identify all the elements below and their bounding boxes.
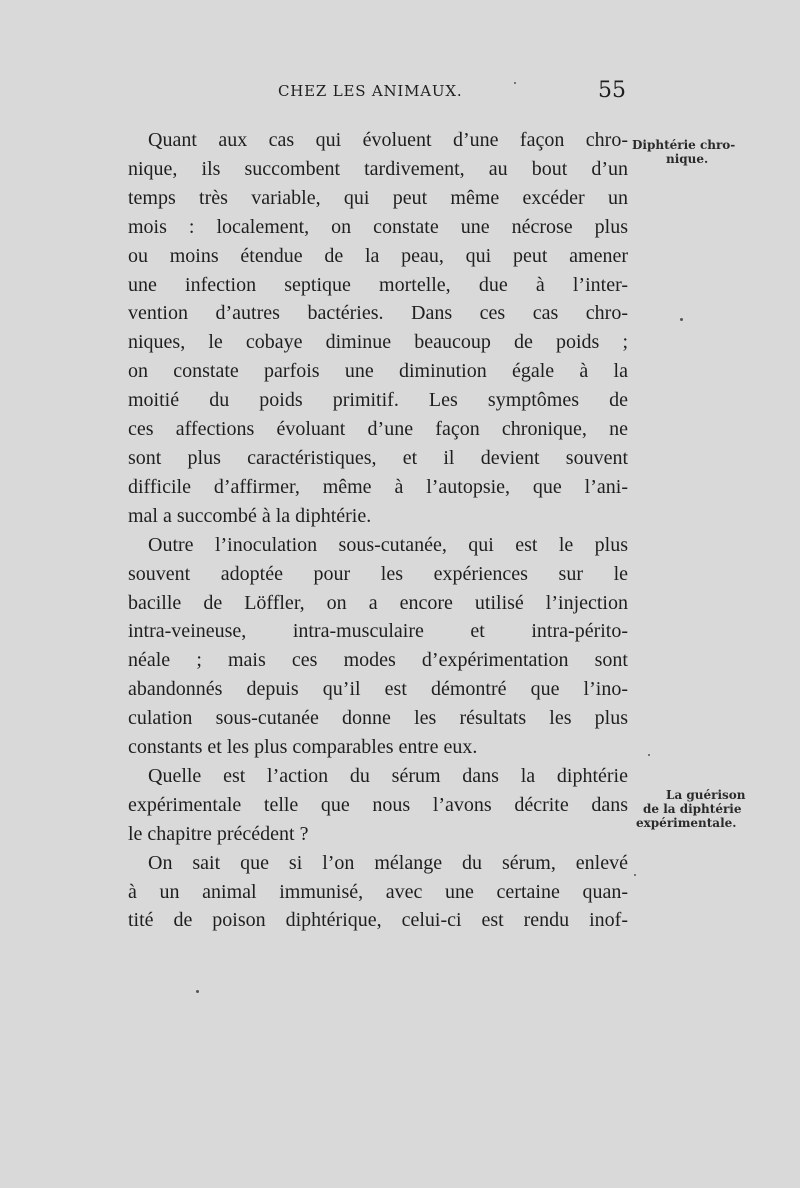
text-line: On sait que si l’on mélange du sérum, enlevé [148,851,628,874]
text-line: difficile d’affirmer, même à l’autopsie, que l’ani- [128,475,628,498]
text-line: expérimentale telle que nous l’avons décrite dans [128,793,628,816]
margin-note-experimental-cure-cont2: expérimentale. [636,816,737,830]
running-header: CHEZ LES ANIMAUX. [278,82,463,100]
text-line: vention d’autres bactéries. Dans ces cas chro- [128,302,628,325]
text-line: constants et les plus comparables entre eux. [128,736,478,759]
text-line: on constate parfois une diminution égale à la [128,360,628,383]
print-speck [634,874,636,876]
text-line: Quant aux cas qui évoluent d’une façon chro- [148,129,628,151]
margin-note-chronic-diphtheria: Diphtérie chro- [632,138,736,152]
text-line: culation sous-cutanée donne les résultats les plus [128,707,628,730]
text-line: nique, ils succombent tardivement, au bout d’un [128,157,628,180]
page-number: 55 [598,78,626,103]
print-speck [680,318,683,321]
text-line: tité de poison diphtérique, celui-ci est rendu inof- [128,909,628,932]
text-line: mois : localement, on constate une nécrose plus [128,215,628,238]
text-line: bacille de Löffler, on a encore utilisé l’injection [128,591,628,614]
text-line: à un animal immunisé, avec une certaine quan- [128,880,628,903]
body-text [128,126,628,935]
text-line: temps très variable, qui peut même excéder un [128,186,628,209]
text-line: néale ; mais ces modes d’expérimentation sont [128,649,628,672]
text-line: le chapitre précédent ? [128,822,309,845]
text-line: une infection septique mortelle, due à l’inter- [128,273,628,296]
text-line: abandonnés depuis qu’il est démontré que l’ino- [128,678,628,701]
text-line: niques, le cobaye diminue beaucoup de poids ; [128,331,628,354]
text-line: ou moins étendue de la peau, qui peut amener [128,244,628,267]
margin-note-experimental-cure-cont1: de la diphtérie [643,802,742,816]
print-speck [514,82,516,84]
text-line: moitié du poids primitif. Les symptômes de [128,389,628,412]
text-line: Outre l’inoculation sous-cutanée, qui est le plus [148,533,628,556]
print-speck [196,990,199,993]
text-line: intra-veineuse, intra-musculaire et intra-périto- [128,620,628,643]
margin-note-chronic-diphtheria-cont: nique. [666,152,709,166]
text-line: sont plus caractéristiques, et il devient souvent [128,446,628,469]
text-line: mal a succombé à la diphtérie. [128,504,372,527]
text-line: souvent adoptée pour les expériences sur le [128,562,628,585]
margin-note-experimental-cure: La guérison [666,788,746,802]
print-speck [648,754,650,756]
text-line: ces affections évoluant d’une façon chronique, ne [128,418,628,441]
text-line: Quelle est l’action du sérum dans la diphtérie [148,764,628,787]
